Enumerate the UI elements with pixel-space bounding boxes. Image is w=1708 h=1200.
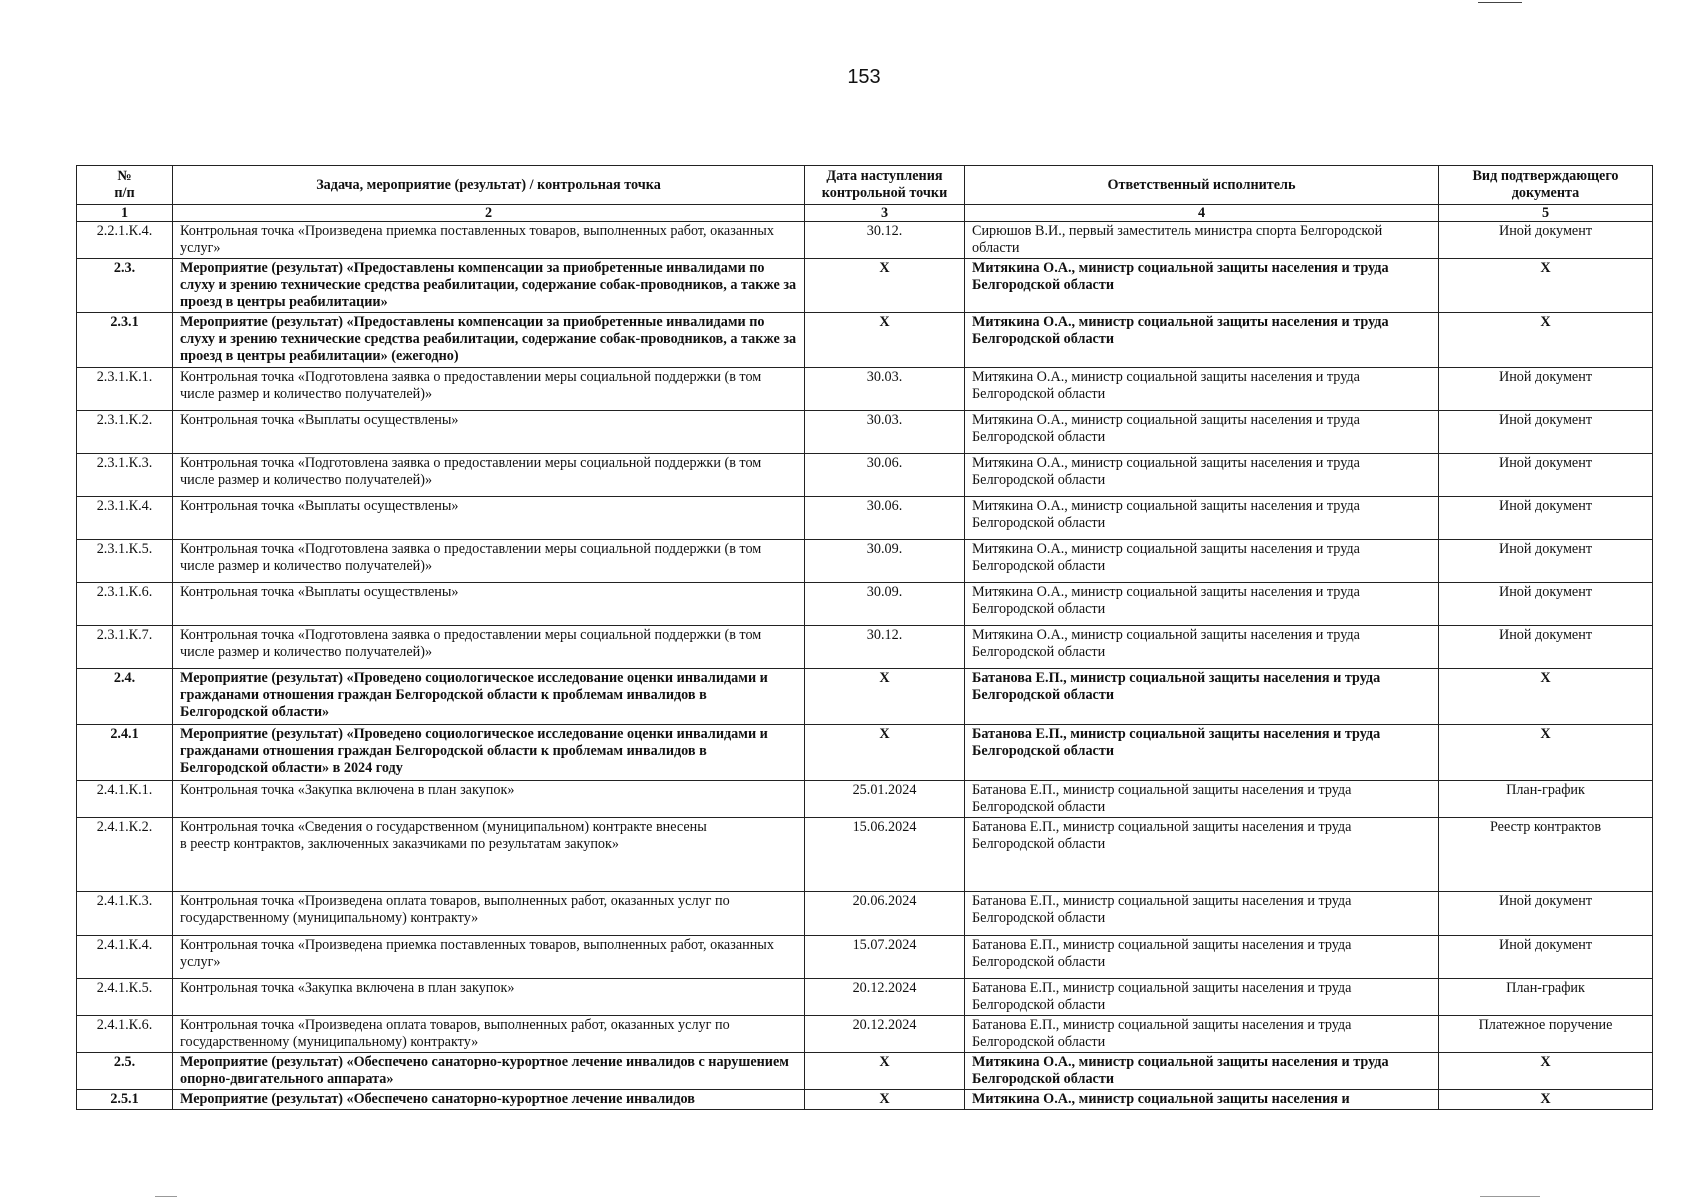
row-number-cell: 2.3.1.К.6. — [77, 583, 173, 626]
executor-cell: Митякина О.А., министр социальной защиты населения и труда Белгородской области — [965, 497, 1439, 540]
executor-cell: Митякина О.А., министр социальной защиты населения и — [965, 1090, 1439, 1110]
row-number-cell: 2.3.1.К.3. — [77, 454, 173, 497]
executor-cell: Батанова Е.П., министр социальной защиты населения и труда Белгородской области — [965, 669, 1439, 725]
document-type-cell: Иной документ — [1439, 892, 1653, 936]
header-date: Дата наступления контрольной точки — [805, 166, 965, 205]
row-number-cell: 2.4. — [77, 669, 173, 725]
row-number-cell: 2.5.1 — [77, 1090, 173, 1110]
date-cell: 25.01.2024 — [805, 781, 965, 818]
task-cell: Контрольная точка «Выплаты осуществлены» — [173, 583, 805, 626]
executor-cell: Батанова Е.П., министр социальной защиты населения и труда Белгородской области — [965, 936, 1439, 979]
scan-artifact — [1480, 1196, 1540, 1197]
document-type-cell: Иной документ — [1439, 583, 1653, 626]
table-row — [77, 497, 1653, 540]
document-type-cell: X — [1439, 1090, 1653, 1110]
row-number-cell: 2.3. — [77, 259, 173, 313]
executor-cell: Батанова Е.П., министр социальной защиты населения и труда Белгородской области — [965, 1016, 1439, 1053]
date-cell: X — [805, 313, 965, 368]
task-cell: Мероприятие (результат) «Проведено социологическое исследование оценки инвалидами и гражданами отношения граждан Белгородской области к проблемам инвалидов в Белгородской области» — [173, 669, 805, 725]
row-number-cell: 2.3.1.К.7. — [77, 626, 173, 669]
header-task: Задача, мероприятие (результат) / контрольная точка — [173, 166, 805, 205]
executor-cell: Митякина О.А., министр социальной защиты населения и труда Белгородской области — [965, 583, 1439, 626]
row-number-cell: 2.3.1.К.4. — [77, 497, 173, 540]
executor-cell: Батанова Е.П., министр социальной защиты населения и труда Белгородской области — [965, 979, 1439, 1016]
document-type-cell: X — [1439, 313, 1653, 368]
executor-cell: Батанова Е.П., министр социальной защиты населения и труда Белгородской области — [965, 781, 1439, 818]
date-cell: 15.07.2024 — [805, 936, 965, 979]
row-number-cell: 2.4.1.К.6. — [77, 1016, 173, 1053]
document-type-cell: Платежное поручение — [1439, 1016, 1653, 1053]
row-number-cell: 2.3.1.К.5. — [77, 540, 173, 583]
document-type-cell: X — [1439, 725, 1653, 781]
document-type-cell: Реестр контрактов — [1439, 818, 1653, 892]
header-doc: Вид подтверждающего документа — [1439, 166, 1653, 205]
date-cell: 30.12. — [805, 222, 965, 259]
task-cell: Контрольная точка «Подготовлена заявка о предоставлении меры социальной поддержки (в том числе размер и количество получателей)» — [173, 454, 805, 497]
document-type-cell: Иной документ — [1439, 497, 1653, 540]
document-type-cell: Иной документ — [1439, 454, 1653, 497]
table-row — [77, 259, 1653, 313]
date-cell: X — [805, 725, 965, 781]
date-cell: X — [805, 1090, 965, 1110]
date-cell: 20.12.2024 — [805, 979, 965, 1016]
table-row — [77, 1090, 1653, 1110]
scan-artifact — [155, 1196, 177, 1197]
table-row — [77, 979, 1653, 1016]
task-cell: Контрольная точка «Произведена оплата товаров, выполненных работ, оказанных услуг по государственному (муниципальному) контракту» — [173, 1016, 805, 1053]
table-row — [77, 411, 1653, 454]
table-row — [77, 669, 1653, 725]
column-number: 2 — [173, 205, 805, 222]
date-cell: 30.03. — [805, 411, 965, 454]
document-type-cell: X — [1439, 1053, 1653, 1090]
task-cell: Мероприятие (результат) «Предоставлены компенсации за приобретенные инвалидами по слуху и зрению технические средства реабилитации, содержание собак-проводников, а также за проезд в центры реабилитации» (ежегодно) — [173, 313, 805, 368]
table-row — [77, 454, 1653, 497]
task-cell: Контрольная точка «Закупка включена в план закупок» — [173, 979, 805, 1016]
executor-cell: Митякина О.А., министр социальной защиты населения и труда Белгородской области — [965, 1053, 1439, 1090]
date-cell: 30.06. — [805, 497, 965, 540]
task-cell: Контрольная точка «Произведена приемка поставленных товаров, выполненных работ, оказанных услуг» — [173, 222, 805, 259]
table-row — [77, 540, 1653, 583]
column-number: 1 — [77, 205, 173, 222]
task-cell: Контрольная точка «Выплаты осуществлены» — [173, 411, 805, 454]
header-num: № п/п — [77, 166, 173, 205]
table-row — [77, 583, 1653, 626]
executor-cell: Митякина О.А., министр социальной защиты населения и труда Белгородской области — [965, 540, 1439, 583]
task-cell: Контрольная точка «Подготовлена заявка о предоставлении меры социальной поддержки (в том числе размер и количество получателей)» — [173, 540, 805, 583]
date-cell: 15.06.2024 — [805, 818, 965, 892]
row-number-cell: 2.3.1 — [77, 313, 173, 368]
column-number: 3 — [805, 205, 965, 222]
row-number-cell: 2.2.1.К.4. — [77, 222, 173, 259]
executor-cell: Митякина О.А., министр социальной защиты населения и труда Белгородской области — [965, 454, 1439, 497]
task-cell: Контрольная точка «Произведена приемка поставленных товаров, выполненных работ, оказанных услуг» — [173, 936, 805, 979]
scan-artifact — [1478, 2, 1522, 3]
page-number: 153 — [847, 66, 881, 88]
task-cell: Контрольная точка «Подготовлена заявка о предоставлении меры социальной поддержки (в том числе размер и количество получателей)» — [173, 626, 805, 669]
document-type-cell: Иной документ — [1439, 540, 1653, 583]
table-row — [77, 1016, 1653, 1053]
executor-cell: Митякина О.А., министр социальной защиты населения и труда Белгородской области — [965, 313, 1439, 368]
date-cell: X — [805, 1053, 965, 1090]
date-cell: X — [805, 669, 965, 725]
row-number-cell: 2.4.1.К.3. — [77, 892, 173, 936]
document-type-cell: Иной документ — [1439, 222, 1653, 259]
row-number-cell: 2.4.1 — [77, 725, 173, 781]
task-cell: Мероприятие (результат) «Обеспечено санаторно-курортное лечение инвалидов с нарушением опорно-двигательного аппарата» — [173, 1053, 805, 1090]
date-cell: 20.12.2024 — [805, 1016, 965, 1053]
date-cell: 30.09. — [805, 540, 965, 583]
control-points-table — [76, 165, 1653, 1110]
executor-cell: Митякина О.А., министр социальной защиты населения и труда Белгородской области — [965, 626, 1439, 669]
date-cell: X — [805, 259, 965, 313]
row-number-cell: 2.5. — [77, 1053, 173, 1090]
table-row — [77, 725, 1653, 781]
task-cell: Контрольная точка «Сведения о государственном (муниципальном) контракте внесены в реестр контрактов, заключенных заказчиками по результатам закупок» — [173, 818, 805, 892]
row-number-cell: 2.3.1.К.1. — [77, 368, 173, 411]
task-cell: Контрольная точка «Выплаты осуществлены» — [173, 497, 805, 540]
table-row — [77, 313, 1653, 368]
date-cell: 30.09. — [805, 583, 965, 626]
row-number-cell: 2.3.1.К.2. — [77, 411, 173, 454]
document-type-cell: Иной документ — [1439, 936, 1653, 979]
row-number-cell: 2.4.1.К.2. — [77, 818, 173, 892]
document-type-cell: План-график — [1439, 781, 1653, 818]
header-executor: Ответственный исполнитель — [965, 166, 1439, 205]
document-type-cell: План-график — [1439, 979, 1653, 1016]
executor-cell: Сирюшов В.И., первый заместитель министра спорта Белгородской области — [965, 222, 1439, 259]
column-number: 5 — [1439, 205, 1653, 222]
table-row — [77, 626, 1653, 669]
row-number-cell: 2.4.1.К.1. — [77, 781, 173, 818]
document-type-cell: Иной документ — [1439, 368, 1653, 411]
executor-cell: Батанова Е.П., министр социальной защиты населения и труда Белгородской области — [965, 725, 1439, 781]
table-row — [77, 936, 1653, 979]
date-cell: 30.06. — [805, 454, 965, 497]
table-row — [77, 781, 1653, 818]
row-number-cell: 2.4.1.К.5. — [77, 979, 173, 1016]
date-cell: 30.12. — [805, 626, 965, 669]
task-cell: Контрольная точка «Закупка включена в план закупок» — [173, 781, 805, 818]
executor-cell: Батанова Е.П., министр социальной защиты населения и труда Белгородской области — [965, 892, 1439, 936]
executor-cell: Митякина О.А., министр социальной защиты населения и труда Белгородской области — [965, 259, 1439, 313]
document-type-cell: X — [1439, 259, 1653, 313]
table-row — [77, 818, 1653, 892]
task-cell: Контрольная точка «Подготовлена заявка о предоставлении меры социальной поддержки (в том числе размер и количество получателей)» — [173, 368, 805, 411]
table-body — [77, 222, 1653, 1110]
task-cell: Мероприятие (результат) «Проведено социологическое исследование оценки инвалидами и гражданами отношения граждан Белгородской области к проблемам инвалидов в Белгородской области» в 2024 году — [173, 725, 805, 781]
document-type-cell: Иной документ — [1439, 411, 1653, 454]
table-row — [77, 892, 1653, 936]
executor-cell: Митякина О.А., министр социальной защиты населения и труда Белгородской области — [965, 411, 1439, 454]
date-cell: 30.03. — [805, 368, 965, 411]
task-cell: Мероприятие (результат) «Предоставлены компенсации за приобретенные инвалидами по слуху и зрению технические средства реабилитации, содержание собак-проводников, а также за проезд в центры реабилитации» — [173, 259, 805, 313]
table-row — [77, 222, 1653, 259]
row-number-cell: 2.4.1.К.4. — [77, 936, 173, 979]
column-number: 4 — [965, 205, 1439, 222]
document-type-cell: X — [1439, 669, 1653, 725]
executor-cell: Батанова Е.П., министр социальной защиты населения и труда Белгородской области — [965, 818, 1439, 892]
date-cell: 20.06.2024 — [805, 892, 965, 936]
task-cell: Мероприятие (результат) «Обеспечено санаторно-курортное лечение инвалидов — [173, 1090, 805, 1110]
document-type-cell: Иной документ — [1439, 626, 1653, 669]
table-row — [77, 1053, 1653, 1090]
executor-cell: Митякина О.А., министр социальной защиты населения и труда Белгородской области — [965, 368, 1439, 411]
table-row — [77, 368, 1653, 411]
task-cell: Контрольная точка «Произведена оплата товаров, выполненных работ, оказанных услуг по государственному (муниципальному) контракту» — [173, 892, 805, 936]
